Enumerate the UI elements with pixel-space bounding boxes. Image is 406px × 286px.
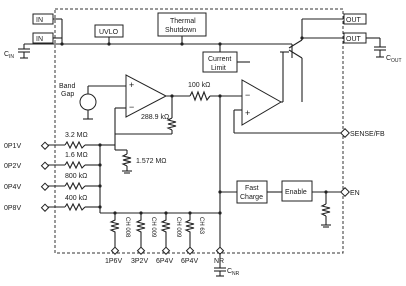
r-ladder-4-label: 400 kΩ [65,195,88,202]
out-pin-top-label: OUT [346,17,361,24]
resistor-v2 [137,213,145,248]
enable-label: Enable [285,189,307,196]
r-ladder-1-label: 3.2 MΩ [65,132,88,139]
uvlo-label: UVLO [99,29,119,36]
resistor-800k [65,183,85,189]
fast-charge-label-1: Fast [245,185,259,192]
resistor-1p6m [65,162,85,168]
r-ladder-3-label: 800 kΩ [65,173,88,180]
svg-text:+: + [245,108,251,118]
resistor-3p2m [65,142,85,148]
pin-6p4v: 6P4V [156,258,174,265]
in-pin-top-label: IN [36,17,43,24]
error-amp-2 [242,80,281,125]
cin-sub-label: IN [9,54,14,60]
thermal-label-2: Shutdown [165,27,197,34]
bandgap-label-1: Band [59,83,76,90]
cnr-label: C [227,268,233,275]
svg-text:−: − [245,90,251,100]
r-1572-label: 1.572 MΩ [136,158,167,165]
pin-0p2v: 0P2V [4,163,22,170]
r-288k-label: 288.9 kΩ [141,114,170,121]
thermal-label-1: Thermal [170,18,196,25]
current-label-1: Current [208,56,232,63]
resistor-v3 [162,213,170,248]
pin-0p8v: 0P8V [4,205,22,212]
resistor-v4 [186,213,194,248]
cnr-sub-label: NR [232,271,240,277]
sense-pin-label: SENSE/FB [350,131,385,138]
r-v4-label: CH 63 [198,217,204,235]
sense-pin-marker [341,129,349,137]
pin-3p2v: 3P2V [131,258,149,265]
cout-sub-label: OUT [391,58,402,64]
en-pin-label: EN [350,190,360,197]
cout-label: C [386,55,392,62]
r-v1-label: CH 008 [124,217,130,238]
r-ladder-2-label: 1.6 MΩ [65,152,88,159]
fast-charge-label-2: Charge [240,194,263,201]
out-pin-bottom-label: OUT [346,36,361,43]
current-label-2: Limit [211,65,226,72]
r-v3-label: CH 009 [175,217,181,238]
bandgap-source [80,94,96,110]
pin-nr: NR [214,258,225,265]
in-pin-bottom-label: IN [36,36,43,43]
pin-1p6v: 1P6V [105,258,123,265]
en-pulldown-resistor [322,204,330,216]
svg-text:+: + [129,80,135,90]
r-100k-label: 100 kΩ [188,82,211,89]
cin-label: C [4,51,10,58]
resistor-1p572m [123,154,131,166]
resistor-100k [190,92,210,100]
en-pin-marker [341,188,349,196]
r-v2-label: CH 009 [150,217,156,238]
svg-text:−: − [129,102,135,112]
pin-0p4v: 0P4V [4,184,22,191]
pin-0p1v: 0P1V [4,143,22,150]
bandgap-label-2: Gap [61,91,75,98]
resistor-400k [65,204,85,210]
resistor-v1 [111,213,119,248]
pin-6p4v-b: 6P4V [181,258,199,265]
